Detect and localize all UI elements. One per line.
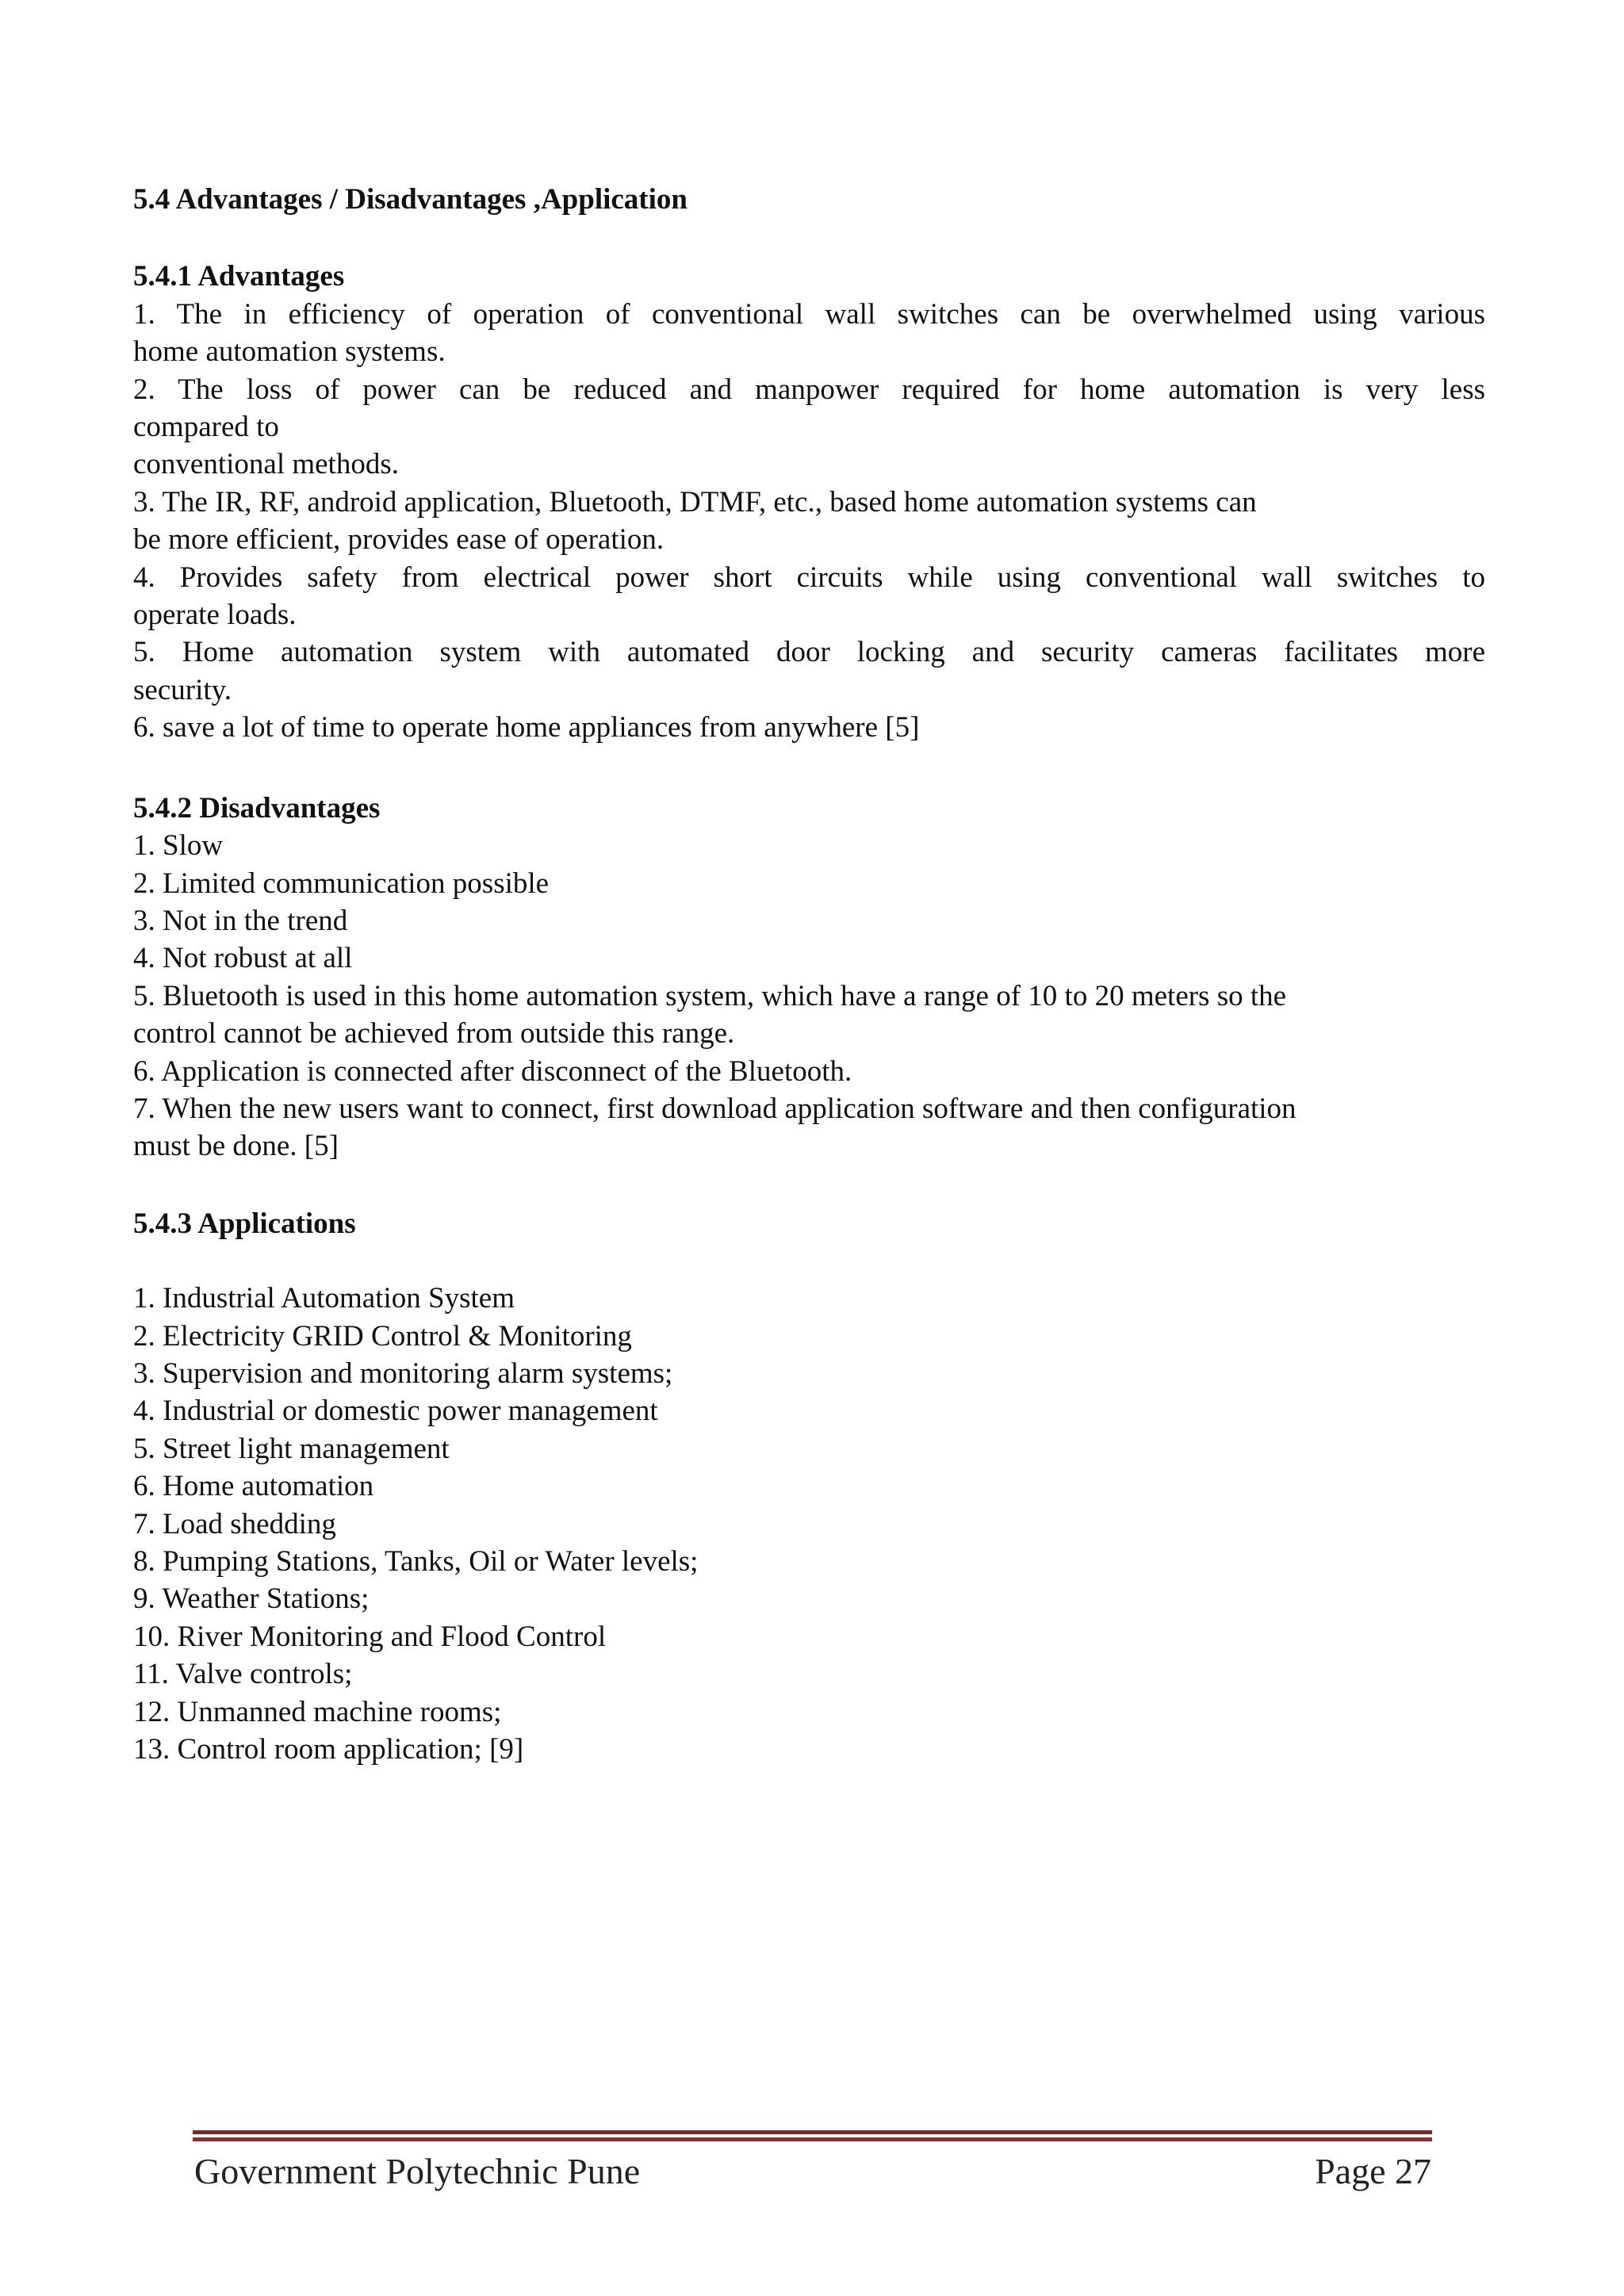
list-item: be more efficient, provides ease of operation.: [133, 523, 665, 557]
list-item: 6. save a lot of time to operate home appliances from anywhere [5]: [133, 711, 920, 744]
list-item: 1. Slow: [133, 829, 224, 863]
section-title: 5.4 Advantages / Disadvantages ,Application: [133, 183, 688, 216]
list-item: 7. When the new users want to connect, first download application software and then configuration: [133, 1092, 1297, 1125]
list-item: security.: [133, 673, 232, 706]
list-item: 6. Application is connected after disconnect of the Bluetooth.: [133, 1054, 852, 1088]
disadvantages-list: [133, 827, 1485, 1165]
list-item: must be done. [5]: [133, 1130, 339, 1163]
list-item: conventional methods.: [133, 448, 399, 481]
list-item: operate loads.: [133, 599, 297, 632]
list-item: 4. Provides safety from electrical power short circuits while using conventional wall switches to: [133, 561, 1485, 594]
applications-list: [133, 1280, 1485, 1768]
list-item: 4. Not robust at all: [133, 942, 353, 975]
footer-rule-line: [193, 2137, 1432, 2141]
list-item: 10. River Monitoring and Flood Control: [133, 1620, 607, 1653]
list-item: 1. Industrial Automation System: [133, 1282, 515, 1315]
list-item: 13. Control room application; [9]: [133, 1733, 524, 1766]
page-number: Page 27: [1315, 2151, 1431, 2191]
list-item: 11. Valve controls;: [133, 1658, 353, 1691]
list-item: home automation systems.: [133, 335, 446, 369]
page-content: [133, 181, 1485, 1768]
spacer: [133, 1242, 1485, 1280]
list-item: 2. Limited communication possible: [133, 867, 550, 900]
advantages-heading: 5.4.1 Advantages: [133, 260, 345, 293]
list-item: control cannot be achieved from outside this range.: [133, 1017, 735, 1050]
list-item: 5. Home automation system with automated door locking and security cameras facilitates more: [133, 636, 1485, 669]
list-item: 3. The IR, RF, android application, Bluetooth, DTMF, etc., based home automation systems can: [133, 485, 1257, 519]
footer-rule-line: [193, 2130, 1432, 2134]
list-item: 7. Load shedding: [133, 1507, 336, 1540]
applications-heading: 5.4.3 Applications: [133, 1207, 356, 1240]
footer-institution: Government Polytechnic Pune: [194, 2151, 641, 2191]
list-item: 2. The loss of power can be reduced and manpower required for home automation is very less: [133, 373, 1485, 406]
spacer: [133, 1165, 1485, 1205]
list-item: 4. Industrial or domestic power management: [133, 1395, 658, 1428]
list-item: 12. Unmanned machine rooms;: [133, 1695, 502, 1728]
list-item: 9. Weather Stations;: [133, 1582, 370, 1616]
list-item: 3. Not in the trend: [133, 904, 348, 937]
list-item: 6. Home automation: [133, 1470, 374, 1503]
list-item: compared to: [133, 411, 279, 444]
list-item: 5. Bluetooth is used in this home automation system, which have a range of 10 to 20 meters so the: [133, 979, 1287, 1012]
footer-rule: [193, 2130, 1432, 2146]
list-item: 5. Street light management: [133, 1432, 450, 1465]
disadvantages-heading: 5.4.2 Disadvantages: [133, 791, 381, 825]
advantages-list: [133, 296, 1485, 747]
spacer: [133, 747, 1485, 790]
list-item: 8. Pumping Stations, Tanks, Oil or Water levels;: [133, 1545, 699, 1578]
list-item: 3. Supervision and monitoring alarm systems;: [133, 1357, 673, 1390]
list-item: 2. Electricity GRID Control & Monitoring: [133, 1319, 632, 1353]
list-item: 1. The in efficiency of operation of conventional wall switches can be overwhelmed using various: [133, 297, 1485, 331]
